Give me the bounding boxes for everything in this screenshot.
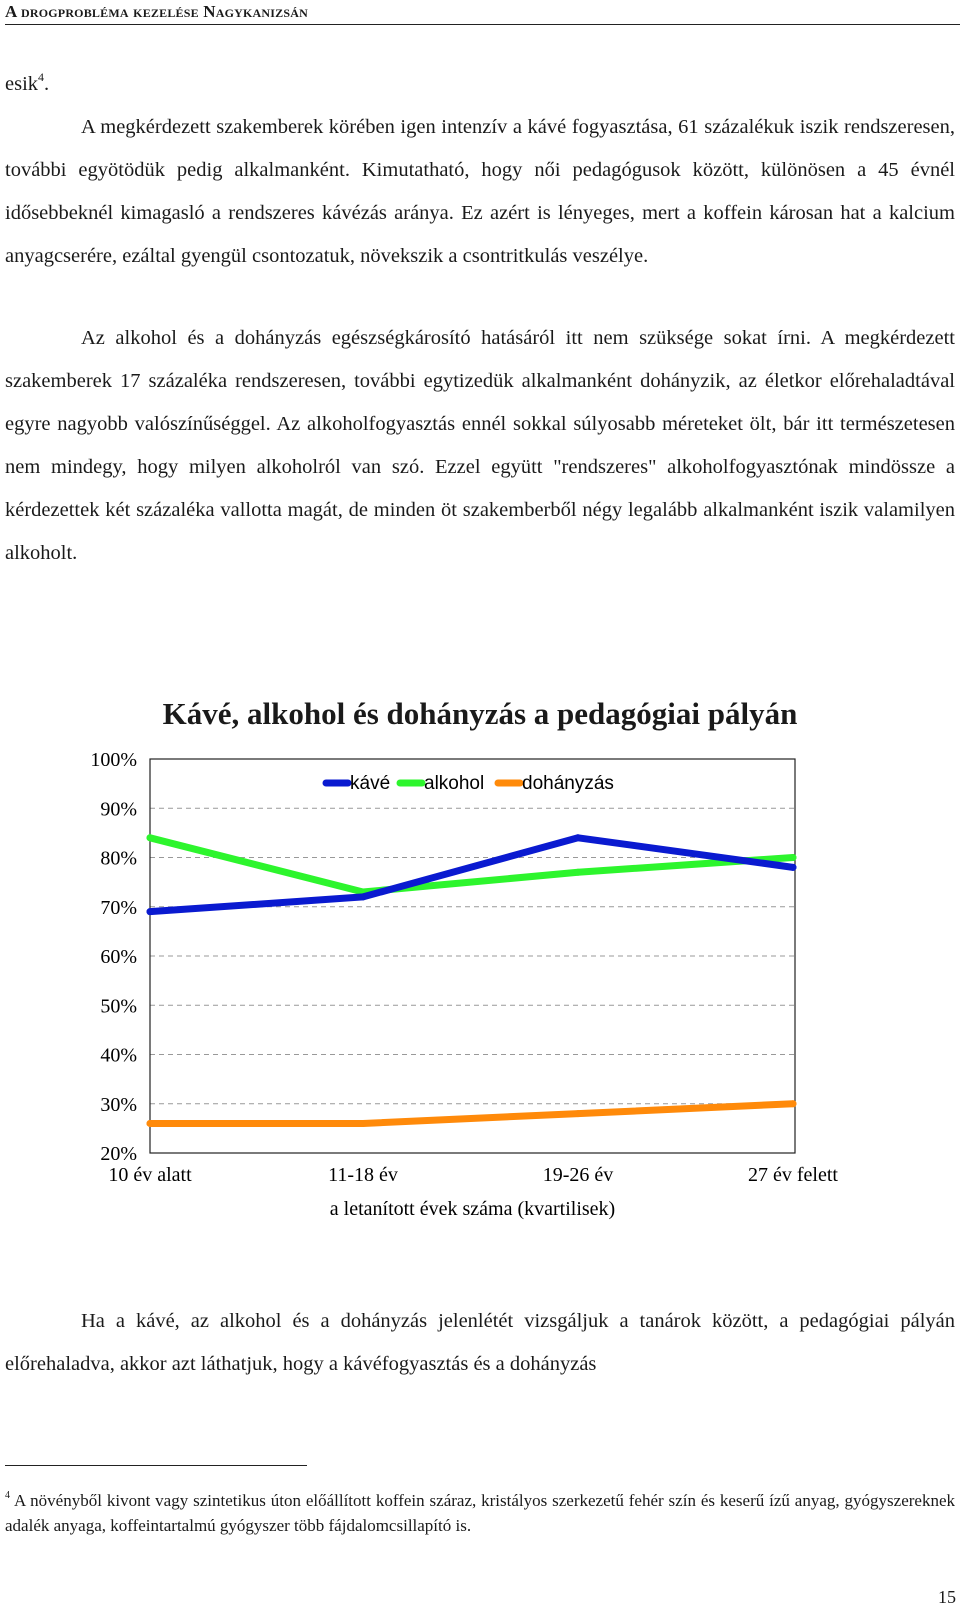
data-point: [790, 864, 797, 871]
paragraph-0: [5, 63, 955, 106]
legend-label: dohányzás: [522, 773, 614, 794]
legend-label: kávé: [350, 773, 391, 794]
footnote-ref: 4: [38, 70, 45, 84]
y-tick-label: 40%: [100, 1044, 137, 1067]
y-axis-ticks: [90, 749, 137, 1165]
data-point: [575, 869, 582, 876]
series-line-0: [150, 838, 793, 912]
x-tick-label: 27 év felett: [748, 1164, 838, 1186]
footnote-number: 4: [5, 1490, 10, 1501]
data-point: [360, 893, 367, 900]
paragraph-0-end: .: [44, 73, 50, 95]
data-point: [790, 854, 797, 861]
page-number: 15: [938, 1587, 956, 1607]
y-tick-label: 60%: [100, 946, 137, 968]
running-header: [5, 0, 960, 25]
legend: [326, 773, 614, 794]
paragraph-0-text: esik: [5, 73, 39, 95]
y-tick-label: 30%: [100, 1093, 137, 1116]
data-point: [790, 1100, 797, 1107]
y-tick-label: 70%: [100, 896, 137, 919]
y-tick-label: 90%: [100, 798, 137, 821]
chart-title: Kávé, alkohol és dohányzás a pedagógiai pályán: [162, 696, 798, 731]
y-tick-label: 80%: [100, 847, 137, 870]
data-point: [147, 834, 154, 841]
plot-area-frame: [150, 759, 795, 1153]
series-lines: [147, 834, 797, 1127]
footnote-divider: [5, 1465, 307, 1466]
x-tick-label: 10 év alatt: [108, 1164, 192, 1186]
x-axis-ticks: [108, 1164, 838, 1186]
data-point: [575, 834, 582, 841]
data-point: [575, 1110, 582, 1117]
paragraph-3: Ha a kávé, az alkohol és a dohányzás jelenlétét vizsgáljuk a tanárok között, a pedagógiai pályán előrehaladva, akkor azt láthatjuk, hogy a kávéfogyasztás és a dohányzás: [5, 1310, 955, 1375]
footnote-text: A növényből kivont vagy szintetikus úton előállított koffein száraz, kristályos szerkezetű fehér szín és keserű ízű anyag, gyógyszereknek adalék anyaga, koffeintartalmú gyógyszer több fájdalomcsillapító is.: [5, 1491, 955, 1535]
data-point: [360, 1120, 367, 1127]
series-line-2: [150, 1104, 793, 1124]
x-tick-label: 19-26 év: [542, 1164, 614, 1186]
y-tick-label: 50%: [100, 995, 137, 1018]
y-tick-label: 20%: [100, 1143, 137, 1165]
paragraph-2: Az alkohol és a dohányzás egészségkárosító hatásáról itt nem szüksége sokat írni. A megkérdezett szakemberek 17 százaléka rendszeresen, további egytizedük alkalmanként dohányzik, az életkor előrehaladtával egyre nagyobb valószínűséggel. Az alkoholfogyasztás ennél sokkal súlyosabb méreteket ölt, bár itt természetesen nem mindegy, hogy milyen alkoholról van szó. Ezzel együtt "rendszeres" alkoholfogyasztónak mindössze a kérdezettek két százaléka vallotta magát, de minden öt szakemberből négy legalább alkalmanként iszik valamilyen alkoholt.: [5, 327, 955, 564]
x-axis-label: a letanított évek száma (kvartilisek): [329, 1198, 616, 1220]
y-tick-label: 100%: [90, 749, 137, 771]
footnote: [5, 1488, 955, 1538]
header-title: A drogprobléma kezelése Nagykanizsán: [5, 2, 308, 21]
paragraph-1: A megkérdezett szakemberek körében igen intenzív a kávé fogyasztása, 61 százalékuk iszik rendszeresen, további egyötödük pedig alkalmanként. Kimutatható, hogy női pedagógusok között, különösen a 45 évnél idősebbeknél kimagasló a rendszeres kávézás aránya. Ez azért is lényeges, mert a koffein károsan hat a kalcium anyagcserére, ezáltal gyengül csontozatuk, növekszik a csontritkulás veszélye.: [5, 116, 955, 267]
data-point: [147, 1120, 154, 1127]
line-chart: [0, 735, 960, 1245]
legend-label: alkohol: [424, 773, 485, 794]
x-tick-label: 11-18 év: [328, 1164, 398, 1186]
data-point: [147, 908, 154, 915]
